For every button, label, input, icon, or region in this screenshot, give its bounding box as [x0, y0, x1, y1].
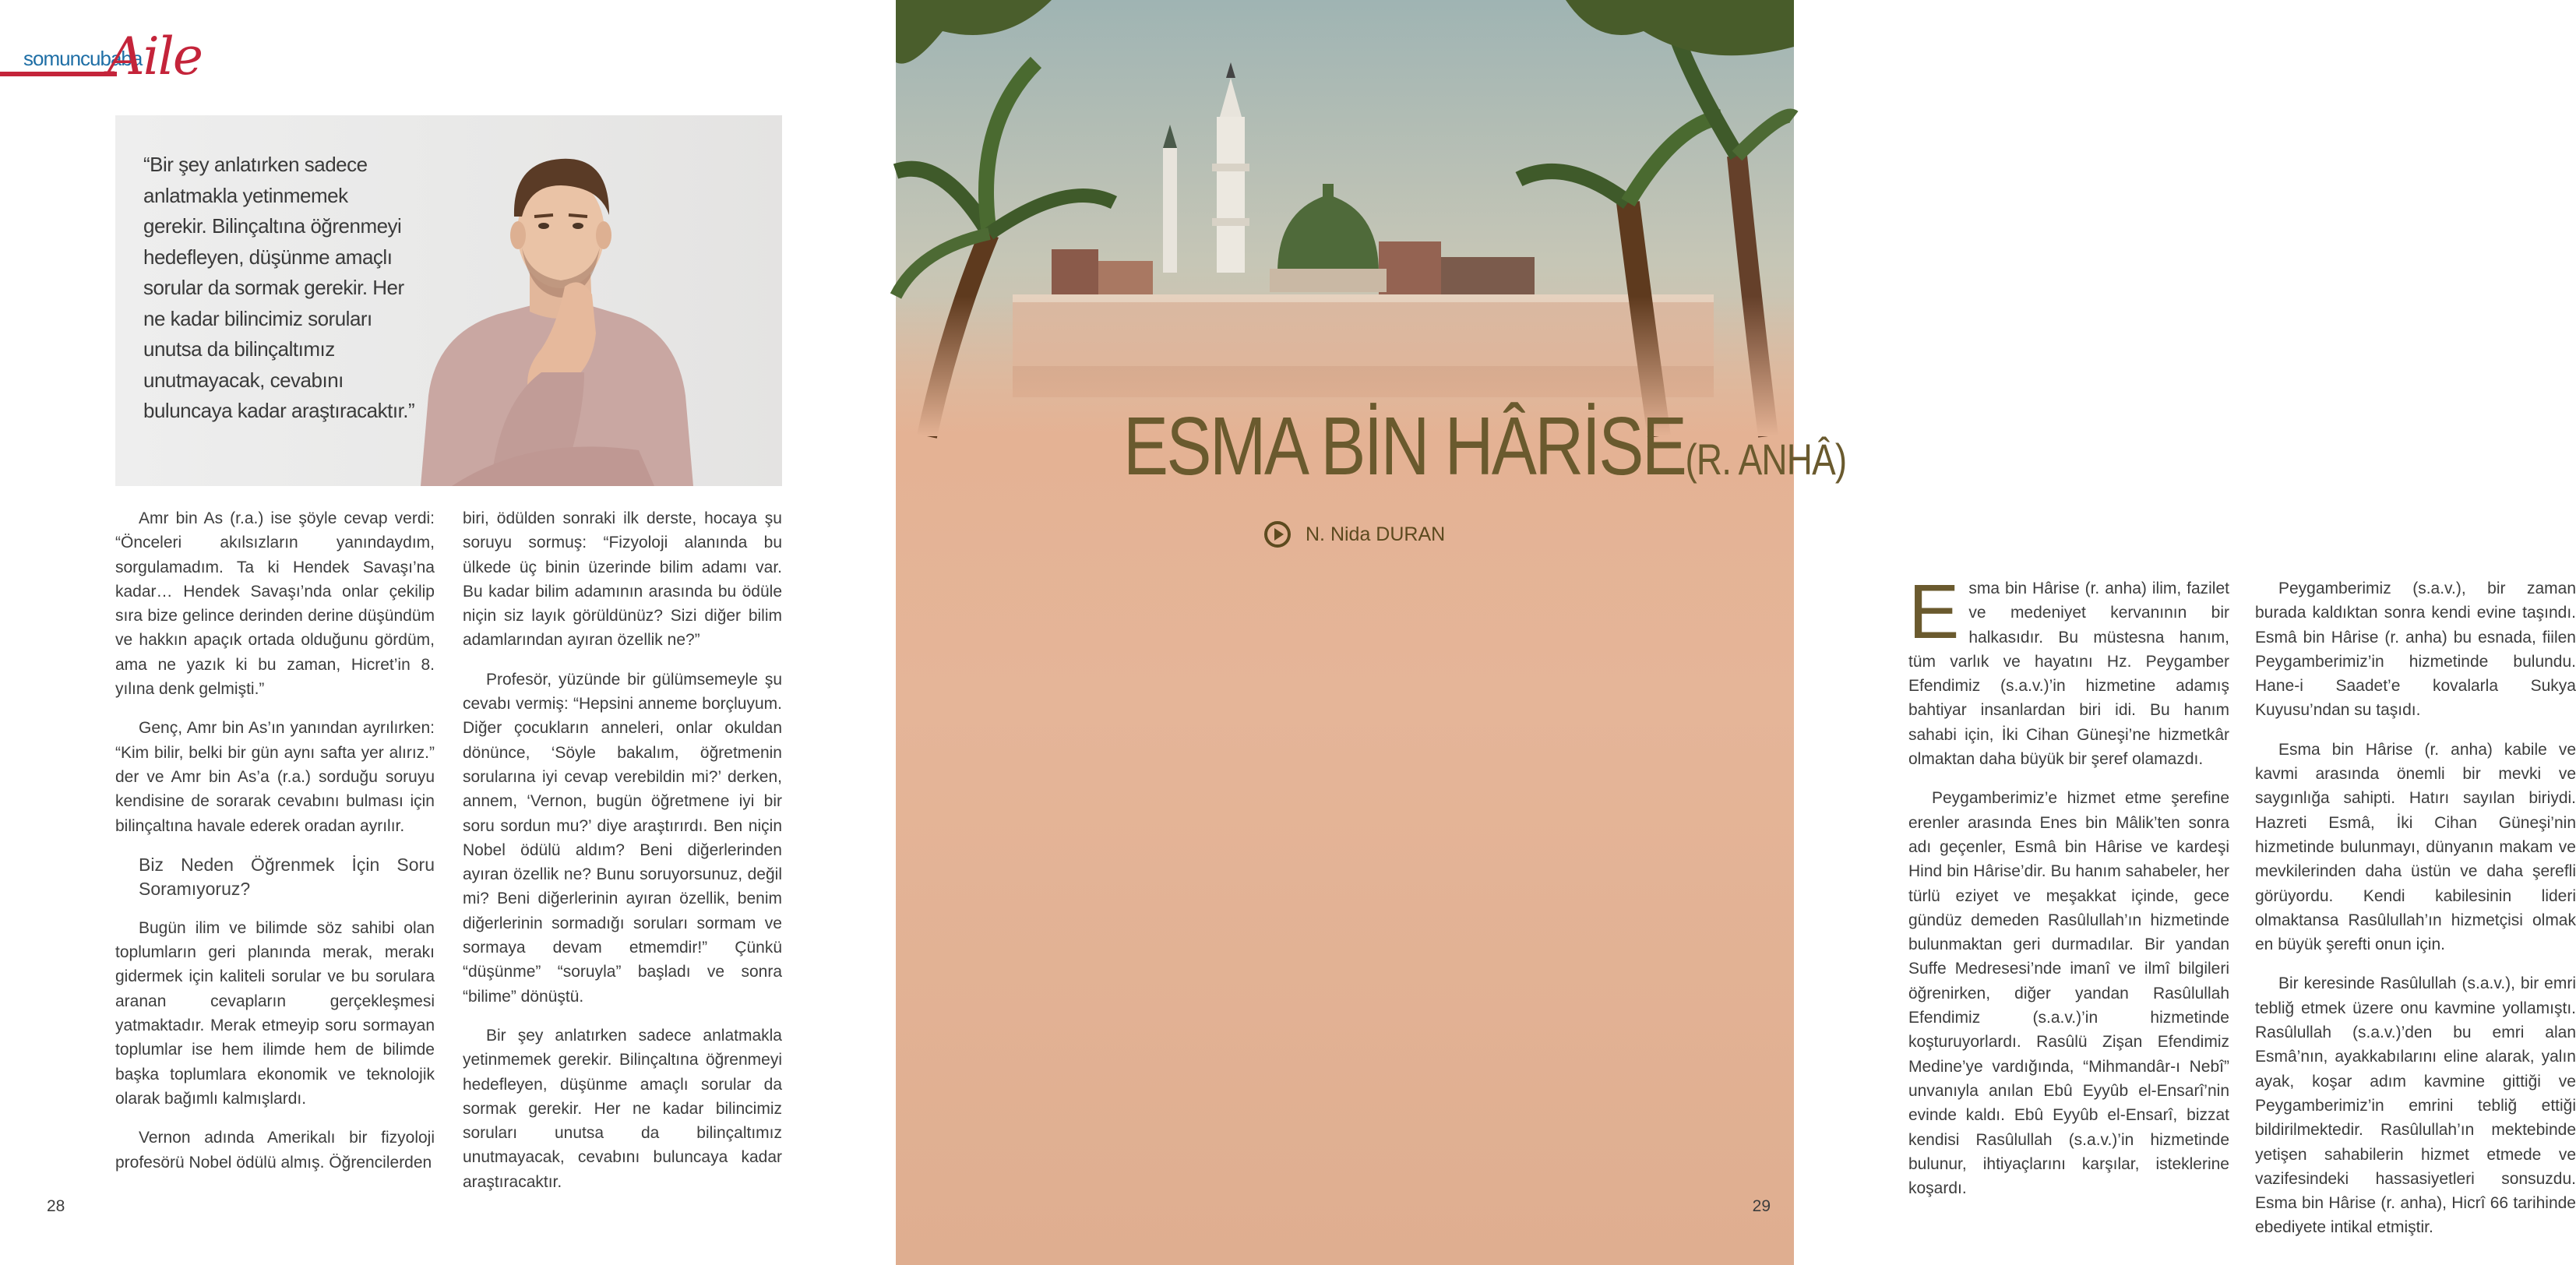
title-main: ESMA BİN HÂRİSE	[1123, 400, 1686, 492]
right-page	[896, 0, 2576, 1265]
logo-bar	[0, 72, 117, 76]
paragraph: Esma bin Hârise (r. anha) kabile ve kavmi arasında önemli bir mevki ve saygınlığa sahipti. Hatırı sayılan biriydi. Hazreti Esmâ, İki Cihan Güneşi’nin hizmetinde bulunmayı, dünyanın makam ve mevkilerinden daha üstün ve daha şerefli görüyordu. Kendi kabilesinin lideri olmaktansa Rasûlullah’ın hizmetçisi olmak en büyük şerefti onun için.	[2255, 740, 2576, 954]
article-title	[1123, 400, 1847, 502]
author-name: N. Nida DURAN	[1306, 523, 1446, 545]
paragraph: Profesör, yüzünde bir gülümsemeyle şu cevabı vermiş: “Hepsini anneme borçluyum. Diğer çocukların anneleri, onlar okuldan dönünce, ‘Söyle bakalım, öğretmenin sorularına iyi cevap verebildin mi?’ derken, annem, ‘Vernon, bugün öğretmene iyi bir soru sordun mu?’ diye araştırırdı. Ben niçin Nobel ödülü aldım? Beni diğerlerinden ayıran özellik ne? Bunu soruyorsunuz, değil mi? Beni diğerlerinin ayıran özellik, benim diğerlerinin sormadığı soruları sormam ve sormaya devam etmemdir!” Çünkü “düşünme” “soruyla” başladı ve sonra “bilime” dönüştü.	[463, 670, 782, 1006]
article-column-2	[463, 506, 782, 1209]
paragraph: Vernon adında Amerikalı bir fizyoloji profesörü Nobel ödülü almış. Öğrencilerden	[115, 1129, 435, 1172]
article-column-3	[1908, 569, 2229, 1215]
medina-painting	[896, 0, 1794, 436]
paragraph: Bir keresinde Rasûlullah (s.a.v.), bir emri tebliğ etmek üzere onu kavmine yollamıştı. Rasûlullah (s.a.v.)’den bu emri alan Esmâ’nın, ayakkabılarını eline alarak, yalın ayak, koşar adım kavmine gittiği ve Peygamberimiz’in emrini tebliğ ettiği bildirilmektedir. Rasûlullah’ın mektebinde yetişen sahabilerin hizmet etmede ve vazifesindeki hassasiyetleri sonsuzdu. Esma bin Hârise (r. anha), Hicrî 66 tarihinde ebediyete intikal etmiştir.	[2255, 974, 2576, 1237]
paragraph: Bugün ilim ve bilimde söz sahibi olan toplumların geri planında merak, merakı gidermek için kaliteli sorular ve bu sorulara aranan cevapların gerçekleşmesi yatmaktadır. Merak etmeyip soru sormayan toplumlar ise hem ilimde hem de bilimde başka toplumlara ekonomik ve teknolojik olarak bağımlı kalmışlardı.	[115, 918, 435, 1108]
page-number-right: 29	[1752, 1197, 1771, 1215]
paragraph: Peygamberimiz’e hizmet etme şerefine erenler arasında Enes bin Mâlik’ten sonra adı geçenler, Esmâ bin Hârise ve kardeşi Hind bin Hârise’dir. Bu hanım sahabeler, her türlü eziyet ve meşakkat içinde, gece gündüz demeden Rasûlullah’ın hizmetinde bulunmaktan geri durmadılar. Bir yandan Suffe Medresesi’nde imanî ve ilmî bilgileri öğrenirken, diğer yandan Rasûlullah Efendimiz (s.a.v.)’in hizmetinde koşturuyorlardı. Rasûlü Zişan Efendimiz Medine’ye vardığında, “Mihmandâr-ı Nebî” unvanıyla anılan Ebû Eyyûb el-Ensarî’nin evinde kaldı. Ebû Eyyûb el-Ensarî, bizzat kendisi Rasûlullah (s.a.v.)’in hizmetinde bulunur, ihtiyaçlarını karşılar, isteklerine koşardı.	[1908, 789, 2229, 1198]
paragraph: Genç, Amr bin As’ın yanından ayrılırken: “Kim bilir, belki bir gün aynı safta yer alırız.” der ve Amr bin As’a (r.a.) sorduğu soruyu kendisine de sorarak cevabını bulması için bilinçaltına havale ederek oradan ayrılır.	[115, 719, 435, 835]
paragraph: Peygamberimiz (s.a.v.), bir zaman burada kaldıktan sonra kendi evine taşındı. Esmâ bin Hârise (r. anha) bu esnada, fiilen Peygamberimiz’in hizmetinde bulundu. Hane-i Saadet’e kovalarla Sukya Kuyusu’ndan su taşıdı.	[2255, 580, 2576, 720]
thinking-man-photo	[405, 139, 701, 486]
section-subheading: Biz Neden Öğrenmek İçin Soru Soramıyoruz?	[139, 854, 435, 899]
brand-logo-small: somuncubaba	[23, 47, 143, 70]
paragraph: Amr bin As (r.a.) ise şöyle cevap verdi: “Önceleri akılsızların yanındaydım, sorgulamadım. Ta ki Hendek Savaşı’na kadar… Hendek Savaşı’nda onlar çekilip sıra bize gelince derinden derine düşündüm ve hakkın apaçık ortada olduğunu gördüm, ama ne yazık ki bu zaman, Hicret’in 8. yılına denk gelmişti.”	[115, 509, 435, 699]
paragraph: Bir şey anlatırken sadece anlatmakla yetinmemek gerekir. Bilinçaltına öğrenmeyi hedefleyen, düşünme amaçlı sorular da sormak gerekir. Her ne kadar bilincimiz soruları unutsa da bilinçaltımız unutmayacak, cevabını buluncaya kadar araştıracaktır.	[463, 1026, 782, 1191]
play-circle-icon	[1263, 520, 1292, 548]
author-byline	[1263, 520, 1445, 548]
article-column-4	[2255, 576, 2576, 1255]
title-suffix: (R. ANHÂ)	[1685, 435, 1847, 484]
article-column-1	[115, 506, 435, 1189]
drop-cap: E	[1908, 569, 1960, 654]
page-number-left: 28	[47, 1197, 65, 1215]
pull-quote: “Bir şey anlatırken sadece anlatmakla yetinmemek gerekir. Bilinçaltına öğrenmeyi hedefleyen, düşünme amaçlı sorular da sormak gerekir. Her ne kadar bilincimiz soruları unutsa da bilinçaltımız unutmayacak, cevabını buluncaya kadar araştıracaktır.”	[143, 153, 415, 422]
paragraph: sma bin Hârise (r. anha) ilim, fazilet ve medeniyet kervanının bir halkasıdır. Bu müstesna hanım, tüm varlık ve hayatını Hz. Peygamber Efendimiz (s.a.v.)’in hizmetine adamış bahtiyar insanlardan biri idi. Bu hanım sahabi için, İki Cihan Güneşi’ne hizmetkâr olmaktan daha büyük bir şeref olamazdı.	[1908, 580, 2229, 769]
left-page	[0, 0, 896, 1265]
paragraph: biri, ödülden sonraki ilk derste, hocaya şu soruyu sormuş: “Fizyoloji alanında bu ülkede üç binin üzerinde bilim adamı var. Bu kadar bilim adamının arasında bu ödüle niçin siz layık görüldünüz? Sizi diğer bilim adamlarından ayıran özellik ne?”	[463, 509, 782, 650]
brand-logo-aile: Aile	[107, 26, 202, 86]
quote-panel	[115, 115, 782, 486]
